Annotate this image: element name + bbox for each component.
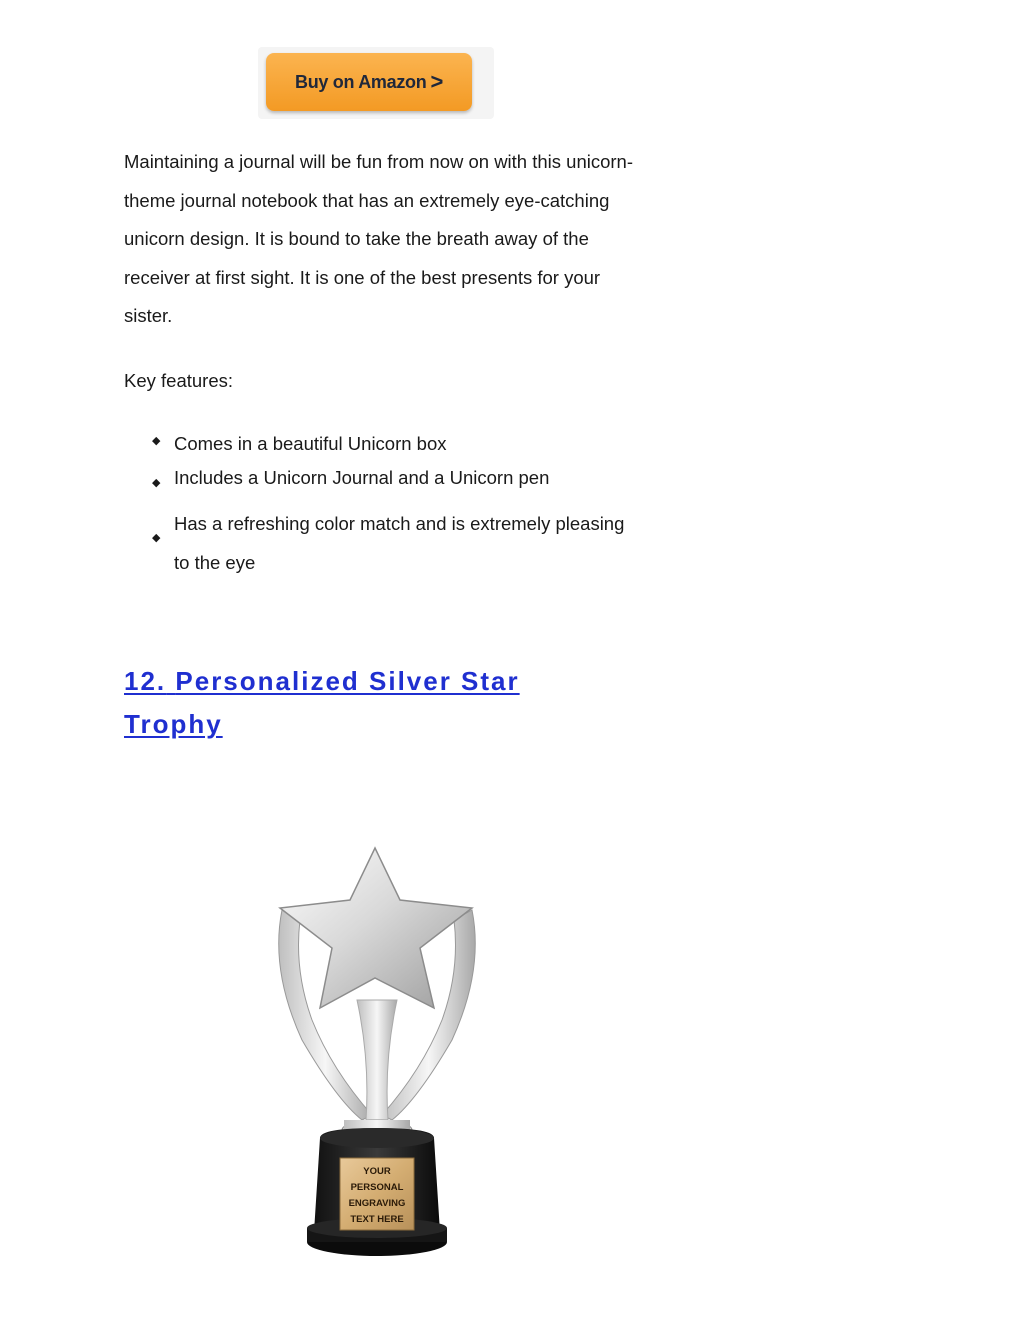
buy-button-label: Buy on Amazon bbox=[295, 71, 427, 92]
heading-number: 12. bbox=[124, 666, 167, 696]
feature-text: Includes a Unicorn Journal and a Unicorn pen bbox=[174, 467, 550, 488]
plate-line: ENGRAVING bbox=[348, 1198, 406, 1209]
feature-item bbox=[152, 505, 634, 582]
buy-on-amazon-button[interactable] bbox=[266, 53, 472, 111]
product-description: Maintaining a journal will be fun from now on with this unicorn-theme journal notebook that has an extremely eye-catching unicorn design. It is bound to take the breath away of the receiver at first sight. It is one of the best presents for your sister. bbox=[124, 151, 634, 326]
heading-title: Personalized Silver Star Trophy bbox=[124, 666, 520, 739]
feature-text: Has a refreshing color match and is extremely pleasing to the eye bbox=[174, 513, 625, 573]
product-heading bbox=[124, 660, 584, 746]
plate-line: TEXT HERE bbox=[350, 1214, 404, 1225]
key-features-label: Key features: bbox=[124, 370, 234, 391]
diamond-bullet-icon: ◆ bbox=[152, 477, 161, 489]
silver-star-trophy-image bbox=[262, 840, 492, 1270]
plate-line: YOUR bbox=[363, 1166, 391, 1177]
product-heading-link[interactable] bbox=[124, 666, 520, 739]
chevron-right-icon: > bbox=[430, 69, 443, 94]
feature-item bbox=[152, 433, 447, 455]
diamond-bullet-icon: ◆ bbox=[152, 435, 161, 447]
diamond-bullet-icon: ◆ bbox=[152, 532, 161, 544]
feature-item bbox=[152, 467, 550, 489]
feature-text: Comes in a beautiful Unicorn box bbox=[174, 433, 447, 454]
plate-line: PERSONAL bbox=[350, 1182, 404, 1193]
buy-button-frame bbox=[258, 47, 494, 119]
